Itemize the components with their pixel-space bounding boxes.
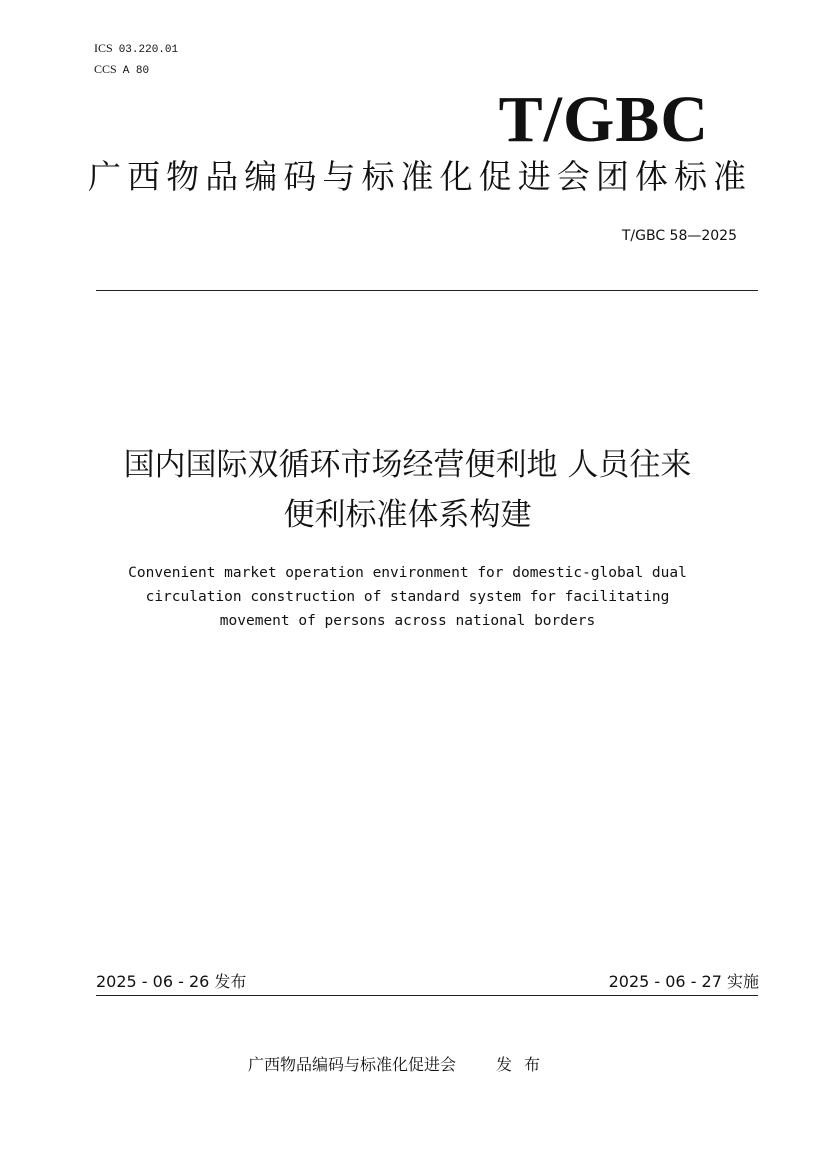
footer-divider (96, 995, 758, 996)
header-divider (96, 290, 758, 291)
publisher-label: 发布 (496, 1055, 553, 1074)
standard-number: T/GBC 58—2025 (621, 228, 737, 244)
implementation-date: 2025 - 06 - 27 实施 (608, 972, 759, 991)
ics-label: ICS (94, 41, 113, 55)
document-title-en (0, 561, 815, 633)
brand-mark: T/GBC (498, 83, 709, 156)
title-zh-line-2: 便利标准体系构建 (283, 497, 532, 533)
ics-code: 03.220.01 (118, 44, 179, 56)
title-en-line-2: circulation construction of standard system for facilitating (145, 589, 670, 605)
ccs-code: A 80 (122, 65, 150, 77)
ccs-label: CCS (94, 62, 117, 76)
title-en-line-3: movement of persons across national borders (219, 613, 596, 629)
ccs-classification (94, 61, 149, 79)
ics-classification (94, 40, 178, 58)
document-title-zh (0, 440, 815, 540)
publisher-line (248, 1053, 552, 1077)
title-en-line-1: Convenient market operation environment for domestic-global dual (128, 565, 687, 581)
title-zh-line-1: 国内国际双循环市场经营便利地 人员往来 (123, 447, 692, 483)
publisher-org: 广西物品编码与标准化促进会 (248, 1055, 457, 1074)
organization-title: 广西物品编码与标准化促进会团体标准 (88, 157, 752, 196)
issue-date: 2025 - 06 - 26 发布 (96, 972, 247, 991)
